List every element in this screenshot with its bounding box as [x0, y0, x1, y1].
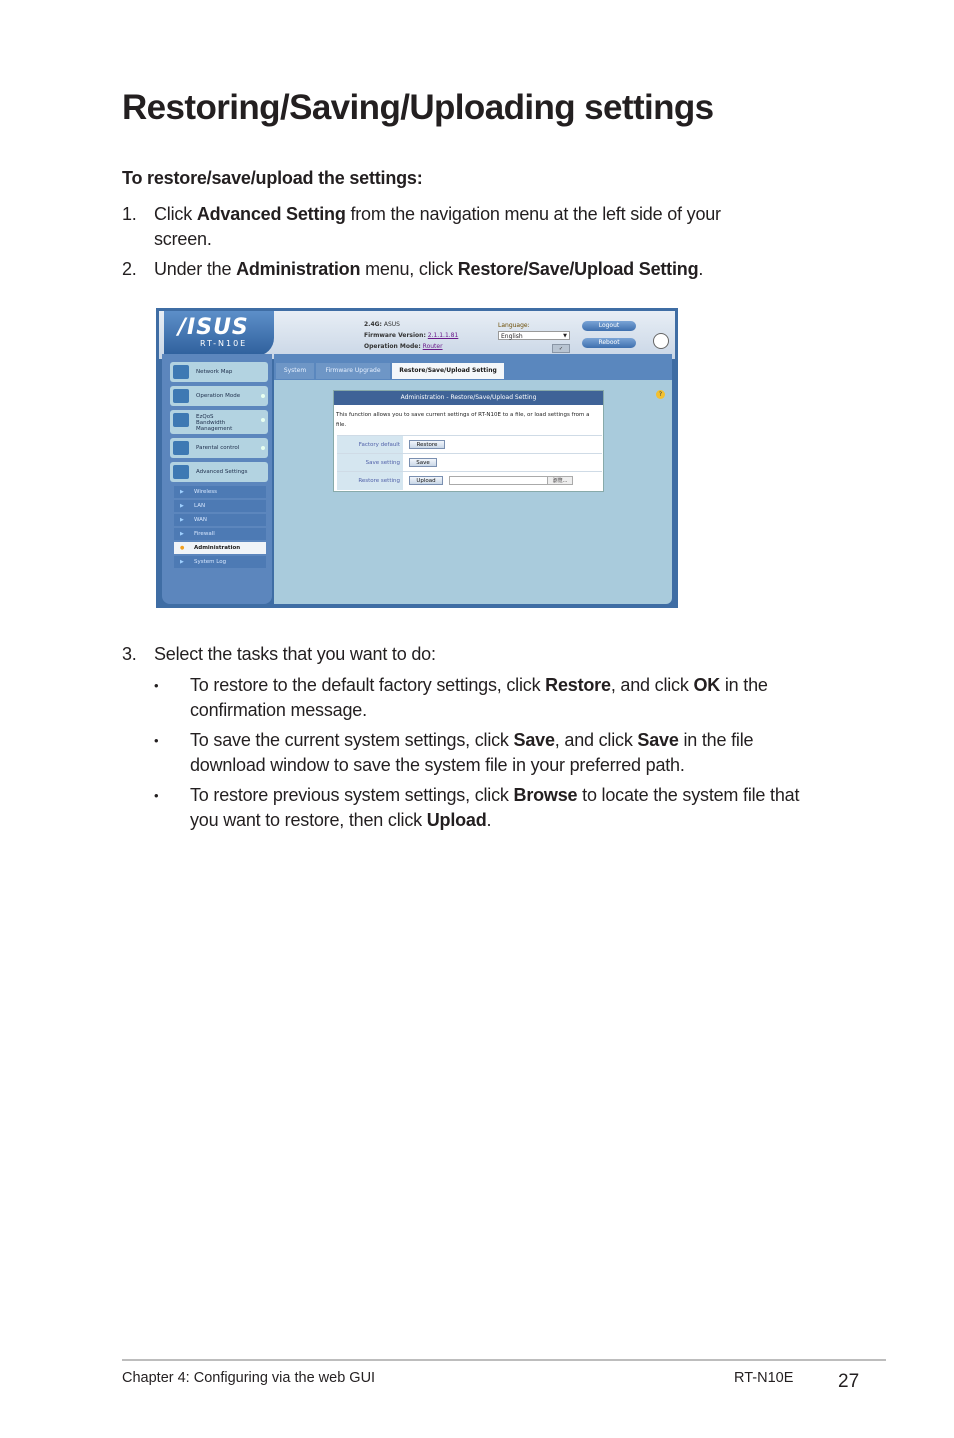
row-label: Save setting	[337, 454, 403, 472]
mode-label: Operation Mode:	[364, 343, 421, 350]
step-text-part: from the navigation menu at the left side of your	[345, 204, 721, 224]
language-label: Language:	[498, 322, 530, 329]
step-text	[154, 257, 703, 282]
router-header	[159, 311, 675, 359]
bullet-bold-term: Restore	[545, 675, 611, 695]
subnav-system-log[interactable]	[174, 556, 266, 568]
face-icon	[653, 333, 669, 349]
subnav-label: Administration	[194, 545, 241, 551]
settings-panel	[333, 390, 604, 492]
bullet-text-part: , and click	[610, 675, 694, 695]
nav-operation-mode[interactable]	[170, 386, 268, 406]
step-text-line2: screen.	[154, 229, 212, 249]
footer-chapter: Chapter 4: Configuring via the web GUI	[122, 1370, 376, 1386]
step-text-part: .	[698, 259, 704, 279]
row-restore-setting	[337, 471, 602, 490]
bullet-text-part: you want to restore, then click	[190, 810, 427, 830]
firmware-info	[364, 332, 458, 339]
arrow-icon: ▶	[180, 531, 184, 537]
qos-icon	[173, 413, 189, 427]
bullet-bold-term: OK	[693, 675, 721, 695]
logout-button[interactable]: Logout	[582, 321, 636, 331]
sidebar	[162, 354, 272, 604]
step-bold-term: Advanced Setting	[196, 204, 346, 224]
browse-button[interactable]: 瀏覽...	[547, 476, 573, 485]
bullet-text-line2: download window to save the system file in your preferred path.	[190, 755, 685, 775]
procedure-heading: To restore/save/upload the settings:	[122, 168, 423, 188]
nav-parental-control[interactable]	[170, 438, 268, 458]
ssid-value: ASUS	[383, 321, 400, 328]
bullet-bold-term: Browse	[513, 785, 578, 805]
subnav-firewall[interactable]	[174, 528, 266, 540]
language-apply-button[interactable]: ✓	[552, 344, 570, 353]
bullet-text-part: in the	[720, 675, 768, 695]
status-led-icon	[261, 418, 265, 422]
step-bold-term: Administration	[236, 259, 361, 279]
bullet-bold-term: Upload	[426, 810, 487, 830]
bullet-bold-term: Save	[637, 730, 679, 750]
nav-label: Network Map	[196, 369, 233, 375]
bullet-text-part: , and click	[554, 730, 638, 750]
panel-title: Administration - Restore/Save/Upload Setting	[334, 391, 603, 405]
bullet-text-part: To restore to the default factory settings, click	[190, 675, 546, 695]
step-text: Select the tasks that you want to do:	[154, 644, 436, 664]
help-icon[interactable]: ?	[656, 390, 665, 399]
subnav-label: Wireless	[194, 489, 218, 495]
tab-system[interactable]: System	[276, 363, 314, 379]
bullet-text-line2: confirmation message.	[190, 700, 367, 720]
advanced-settings-icon	[173, 465, 189, 479]
status-led-icon	[261, 394, 265, 398]
row-save-setting	[337, 453, 602, 472]
step-bold-term: Restore/Save/Upload Setting	[457, 259, 699, 279]
subnav-administration[interactable]	[174, 542, 266, 554]
nav-network-map[interactable]	[170, 362, 268, 382]
page-number: 27	[838, 1371, 860, 1392]
firmware-label: Firmware Version:	[364, 332, 426, 339]
bullet-text-part: To restore previous system settings, click	[190, 785, 514, 805]
bullet-bold-term: Save	[513, 730, 555, 750]
bullet-text	[190, 673, 768, 723]
logo-text: /ISUS	[178, 315, 249, 340]
arrow-icon: ▶	[180, 503, 184, 509]
bullet-text	[190, 783, 799, 833]
router-ui-screenshot	[156, 308, 678, 608]
restore-button[interactable]: Restore	[409, 440, 445, 449]
language-value: English	[501, 333, 523, 340]
step-text-part: Click	[154, 204, 197, 224]
subnav-wireless[interactable]	[174, 486, 266, 498]
step-number: 1.	[122, 204, 137, 224]
operation-mode-icon	[173, 389, 189, 403]
ssid-info	[364, 321, 400, 328]
parental-control-icon	[173, 441, 189, 455]
subnav-wan[interactable]	[174, 514, 266, 526]
bullet-text	[190, 728, 753, 778]
save-button[interactable]: Save	[409, 458, 437, 467]
step-1	[122, 202, 822, 252]
bullet-save	[154, 728, 854, 778]
upload-button[interactable]: Upload	[409, 476, 443, 485]
bullet-restore	[154, 673, 854, 723]
asus-logo	[164, 311, 274, 356]
nav-advanced-settings[interactable]	[170, 462, 268, 482]
reboot-button[interactable]: Reboot	[582, 338, 636, 348]
tab-bar	[274, 354, 672, 380]
nav-label: Operation Mode	[196, 393, 241, 399]
status-led-icon	[261, 446, 265, 450]
arrow-icon: ▶	[180, 517, 184, 523]
mode-info	[364, 343, 443, 350]
row-factory-default	[337, 435, 602, 454]
subnav-label: Firewall	[194, 531, 215, 537]
step-text-part: Under the	[154, 259, 237, 279]
bullet-marker: •	[154, 788, 159, 803]
nav-label: Advanced Settings	[196, 469, 248, 475]
arrow-icon: ▶	[180, 489, 184, 495]
mode-link[interactable]: Router	[422, 343, 443, 350]
bullet-text-part: To save the current system settings, click	[190, 730, 514, 750]
language-select[interactable]	[498, 331, 570, 340]
subnav-lan[interactable]	[174, 500, 266, 512]
nav-ezqos[interactable]	[170, 410, 268, 434]
firmware-link[interactable]: 2.1.1.1.81	[427, 332, 459, 339]
subnav-label: WAN	[194, 517, 208, 523]
step-number: 2.	[122, 259, 137, 279]
bullet-marker: •	[154, 678, 159, 693]
tab-firmware-upgrade[interactable]: Firmware Upgrade	[316, 363, 390, 379]
row-label: Restore setting	[337, 472, 403, 490]
ssid-label: 2.4G:	[364, 321, 382, 328]
bullet-marker: •	[154, 733, 159, 748]
step-number: 3.	[122, 644, 137, 664]
subnav-label: LAN	[194, 503, 206, 509]
tab-restore-save-upload[interactable]: Restore/Save/Upload Setting	[392, 363, 504, 379]
row-label: Factory default	[337, 436, 403, 454]
arrow-icon: ●	[180, 545, 185, 551]
page-title: Restoring/Saving/Uploading settings	[122, 88, 714, 127]
bullet-browse	[154, 783, 854, 833]
bullet-text-part: .	[486, 810, 492, 830]
step-text-part: menu, click	[360, 259, 458, 279]
footer-divider	[122, 1359, 886, 1361]
bullet-text-part: to locate the system file that	[577, 785, 800, 805]
nav-label: EzQoS Bandwidth Management	[196, 414, 233, 432]
nav-label: Parental control	[196, 445, 240, 451]
main-content	[274, 354, 672, 604]
network-map-icon	[173, 365, 189, 379]
bullet-text-part: in the file	[678, 730, 754, 750]
chevron-down-icon: ▼	[563, 333, 567, 339]
panel-description: This function allows you to save current settings of RT-N10E to a file, or load settings from a file.	[336, 412, 590, 428]
step-2	[122, 257, 822, 282]
step-3	[122, 642, 822, 667]
footer-model: RT-N10E	[734, 1370, 794, 1386]
arrow-icon: ▶	[180, 559, 184, 565]
step-text	[154, 202, 721, 252]
subnav-label: System Log	[194, 559, 227, 565]
model-name: RT-N10E	[200, 339, 248, 348]
